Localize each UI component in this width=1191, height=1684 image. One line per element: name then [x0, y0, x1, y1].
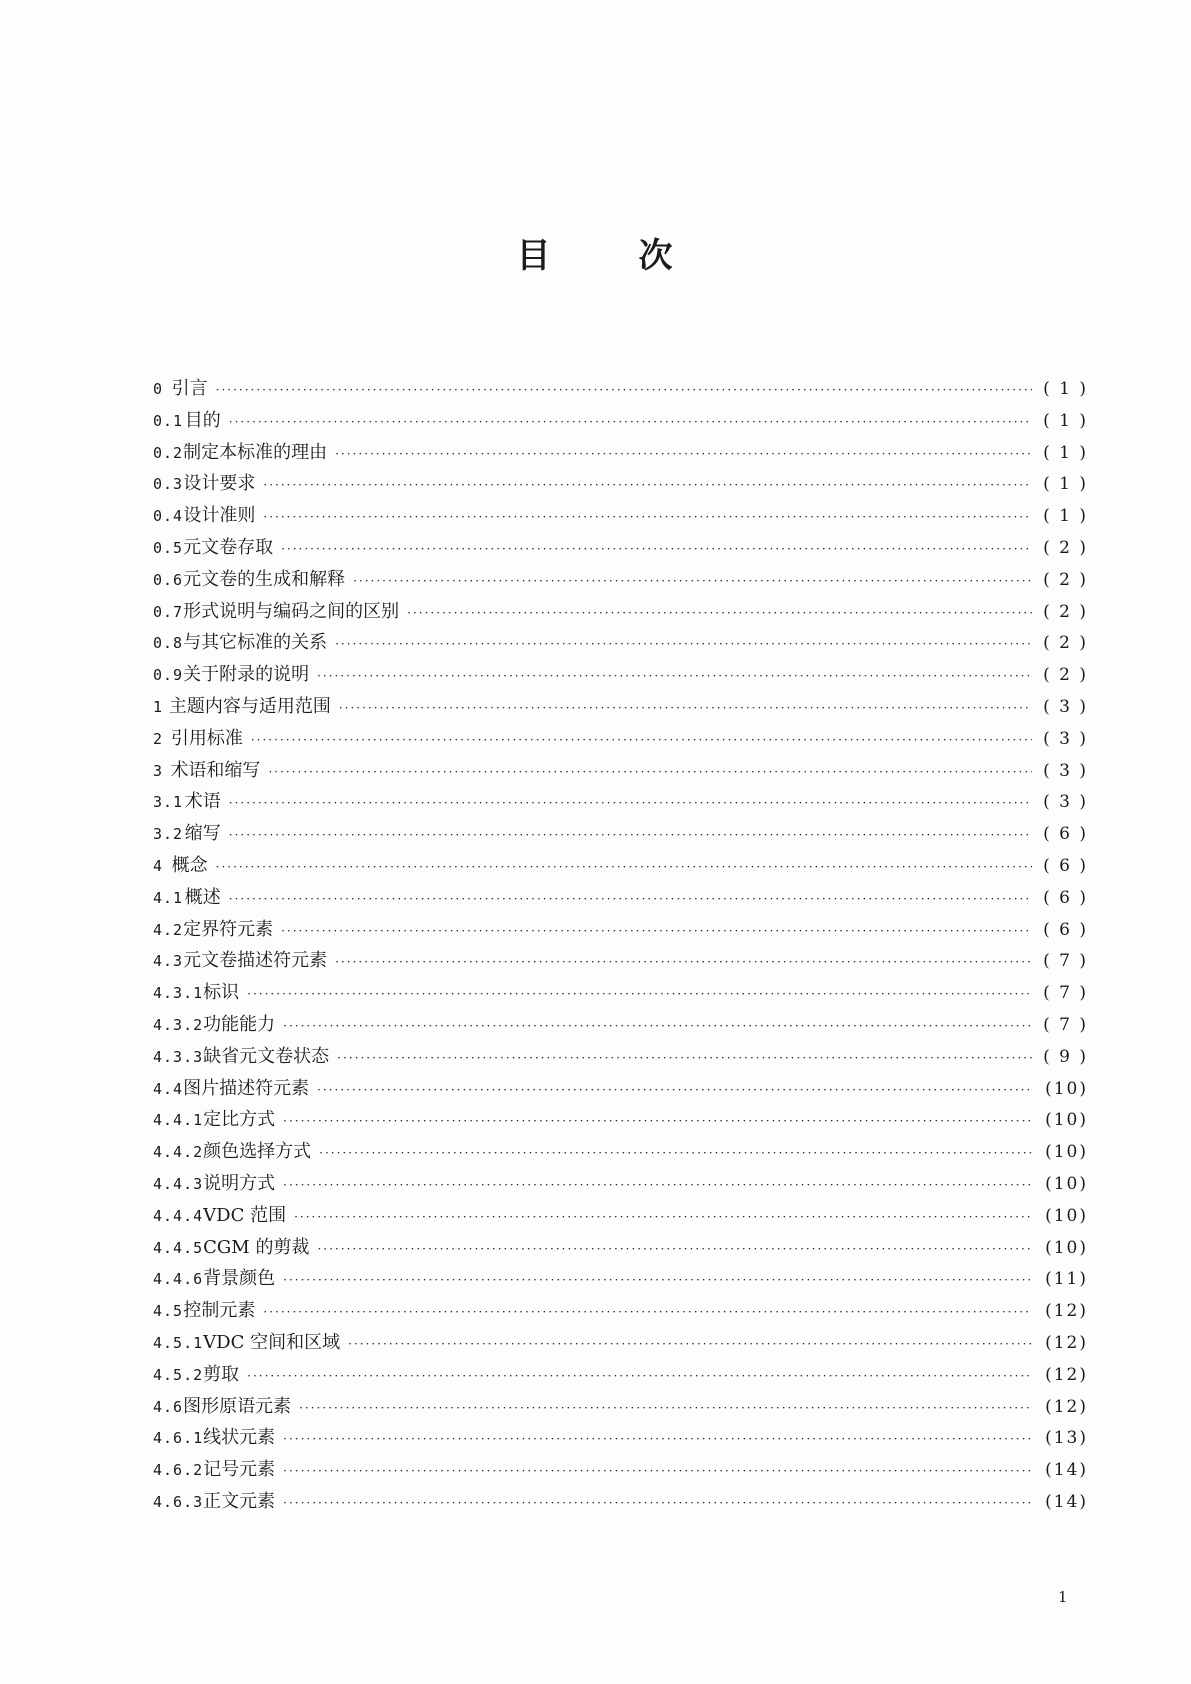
toc-entry-number: 0.9 — [153, 666, 184, 685]
toc-entry-number: 4.6 — [153, 1397, 184, 1416]
toc-entry[interactable] — [153, 1264, 1088, 1296]
toc-entry-title: 设计要求 — [183, 473, 256, 495]
toc-entry-title: 主题内容与适用范围 — [168, 695, 331, 717]
toc-entry[interactable] — [153, 819, 1088, 851]
toc-entry-number: 4.5 — [153, 1302, 184, 1321]
toc-entry-page: (12) — [1045, 1301, 1088, 1322]
toc-entry-page: ( 6 ) — [1043, 824, 1088, 845]
toc-entry[interactable] — [153, 946, 1088, 978]
toc-entry-title: 图片描述符元素 — [183, 1077, 310, 1099]
toc-entry-number: 4.3.1 — [153, 984, 204, 1003]
toc-entry-page: ( 3 ) — [1043, 792, 1088, 813]
toc-entry-title: 定界符元素 — [183, 918, 274, 940]
toc-entry-title: 标识 — [203, 982, 240, 1004]
toc-entry-title: 元文卷存取 — [183, 536, 274, 558]
toc-entry[interactable] — [153, 1074, 1088, 1106]
toc-entry-page: ( 6 ) — [1043, 855, 1088, 876]
toc-entry-title: 正文元素 — [203, 1490, 276, 1512]
toc-entry-title: 概念 — [171, 854, 208, 876]
toc-entry-title: 制定本标准的理由 — [183, 441, 328, 463]
toc-dot-leader — [229, 415, 1032, 429]
toc-entry[interactable] — [153, 406, 1088, 438]
toc-entry-number: 0.5 — [153, 538, 184, 557]
toc-dot-leader — [281, 542, 1032, 556]
toc-dot-leader — [263, 510, 1032, 524]
toc-entry[interactable] — [153, 787, 1088, 819]
toc-entry-title: 功能能力 — [203, 1013, 276, 1035]
toc-entry-number: 0.1 — [153, 411, 184, 430]
toc-entry-page: (14) — [1045, 1491, 1088, 1512]
toc-entry-number: 4.3.3 — [153, 1047, 204, 1066]
toc-entry[interactable] — [153, 1233, 1088, 1265]
toc-entry-page: (10) — [1045, 1142, 1088, 1163]
toc-entry-page: (13) — [1045, 1428, 1088, 1449]
toc-entry-page: (10) — [1045, 1078, 1088, 1099]
toc-entry-number: 4.6.2 — [153, 1461, 204, 1480]
toc-entry-title: 说明方式 — [203, 1172, 276, 1194]
toc-entry-number: 4.4.6 — [153, 1270, 204, 1289]
toc-entry-page: (10) — [1045, 1205, 1088, 1226]
toc-entry-page: (12) — [1045, 1364, 1088, 1385]
toc-entry-title: VDC 空间和区域 — [203, 1331, 341, 1353]
toc-entry-number: 4.2 — [153, 920, 184, 939]
toc-entry[interactable] — [153, 628, 1088, 660]
toc-entry-title: CGM 的剪裁 — [203, 1236, 310, 1258]
toc-entry-page: (12) — [1045, 1332, 1088, 1353]
table-of-contents — [153, 374, 1088, 1519]
toc-entry[interactable] — [153, 1487, 1088, 1519]
toc-dot-leader — [283, 1496, 1032, 1510]
toc-entry[interactable] — [153, 597, 1088, 629]
toc-entry-number: 4.3 — [153, 952, 184, 971]
toc-entry-number: 4.5.1 — [153, 1333, 204, 1352]
toc-entry[interactable] — [153, 374, 1088, 406]
toc-entry[interactable] — [153, 1455, 1088, 1487]
toc-entry-title: 背景颜色 — [203, 1268, 276, 1290]
toc-entry-number: 2 — [153, 729, 164, 748]
toc-entry-number: 0.3 — [153, 475, 184, 494]
toc-entry[interactable] — [153, 1010, 1088, 1042]
toc-entry[interactable] — [153, 1392, 1088, 1424]
toc-dot-leader — [407, 606, 1032, 620]
toc-dot-leader — [229, 828, 1032, 842]
toc-entry-title: 记号元素 — [203, 1459, 276, 1481]
toc-entry[interactable] — [153, 1105, 1088, 1137]
toc-entry-number: 3.1 — [153, 793, 184, 812]
toc-entry-title: 关于附录的说明 — [183, 664, 310, 686]
toc-entry-page: ( 6 ) — [1043, 887, 1088, 908]
toc-entry-title: 线状元素 — [203, 1427, 276, 1449]
toc-entry-page: ( 1 ) — [1043, 506, 1088, 527]
toc-dot-leader — [317, 1083, 1032, 1097]
toc-entry-page: ( 3 ) — [1043, 696, 1088, 717]
toc-dot-leader — [283, 1114, 1032, 1128]
toc-entry-number: 4.4.5 — [153, 1238, 204, 1257]
toc-entry-page: ( 3 ) — [1043, 728, 1088, 749]
toc-entry-title: 颜色选择方式 — [203, 1141, 312, 1163]
toc-dot-leader — [283, 1432, 1032, 1446]
toc-entry[interactable] — [153, 692, 1088, 724]
toc-dot-leader — [283, 1178, 1032, 1192]
toc-dot-leader — [317, 669, 1032, 683]
toc-entry-number: 1 — [153, 697, 164, 716]
toc-entry-page: ( 1 ) — [1043, 442, 1088, 463]
toc-dot-leader — [283, 1019, 1032, 1033]
toc-entry-page: ( 9 ) — [1043, 1046, 1088, 1067]
toc-entry-page: ( 7 ) — [1043, 983, 1088, 1004]
toc-entry[interactable] — [153, 1360, 1088, 1392]
toc-entry-page: ( 2 ) — [1043, 537, 1088, 558]
toc-entry-page: (10) — [1045, 1237, 1088, 1258]
toc-entry-title: 设计准则 — [183, 505, 256, 527]
toc-entry[interactable] — [153, 756, 1088, 788]
toc-entry-page: (14) — [1045, 1460, 1088, 1481]
toc-entry[interactable] — [153, 724, 1088, 756]
toc-dot-leader — [268, 765, 1032, 779]
toc-entry[interactable] — [153, 469, 1088, 501]
toc-entry-page: ( 2 ) — [1043, 601, 1088, 622]
toc-entry-page: (11) — [1045, 1269, 1088, 1290]
toc-entry-number: 4.4.2 — [153, 1143, 204, 1162]
toc-dot-leader — [263, 478, 1032, 492]
toc-entry[interactable] — [153, 1423, 1088, 1455]
toc-dot-leader — [229, 796, 1032, 810]
toc-entry-title: 术语和缩写 — [170, 759, 261, 781]
toc-entry-title: 元文卷描述符元素 — [183, 950, 328, 972]
toc-entry-title: 概述 — [184, 886, 221, 908]
toc-entry-page: ( 1 ) — [1043, 474, 1088, 495]
toc-entry-page: ( 1 ) — [1043, 410, 1088, 431]
toc-entry[interactable] — [153, 1169, 1088, 1201]
toc-entry-number: 4.6.3 — [153, 1492, 204, 1511]
toc-entry[interactable] — [153, 851, 1088, 883]
toc-entry-number: 0.2 — [153, 443, 184, 462]
toc-entry-number: 0.4 — [153, 507, 184, 526]
toc-dot-leader — [294, 1210, 1032, 1224]
toc-entry-number: 0.7 — [153, 602, 184, 621]
toc-dot-leader — [337, 1051, 1032, 1065]
toc-dot-leader — [247, 987, 1032, 1001]
toc-entry-title: 与其它标准的关系 — [183, 632, 328, 654]
toc-dot-leader — [317, 1242, 1032, 1256]
toc-dot-leader — [335, 637, 1032, 651]
toc-entry-title: 缺省元文卷状态 — [203, 1045, 330, 1067]
toc-entry[interactable] — [153, 1201, 1088, 1233]
toc-dot-leader — [283, 1273, 1032, 1287]
toc-entry-number: 4.1 — [153, 888, 184, 907]
toc-entry[interactable] — [153, 1296, 1088, 1328]
toc-entry-number: 4.6.1 — [153, 1429, 204, 1448]
toc-entry[interactable] — [153, 533, 1088, 565]
toc-dot-leader — [281, 924, 1032, 938]
toc-dot-leader — [348, 1337, 1032, 1351]
toc-entry-page: ( 1 ) — [1043, 379, 1088, 399]
toc-entry-number: 4 — [153, 856, 164, 875]
toc-entry-page: (12) — [1045, 1396, 1088, 1417]
toc-entry-title: VDC 范围 — [203, 1204, 287, 1226]
toc-dot-leader — [283, 1464, 1032, 1478]
toc-entry[interactable] — [153, 438, 1088, 470]
toc-dot-leader — [339, 701, 1032, 715]
toc-dot-leader — [263, 1305, 1032, 1319]
toc-dot-leader — [299, 1401, 1032, 1415]
toc-entry-number: 0 — [153, 380, 164, 398]
toc-entry-page: (10) — [1045, 1110, 1088, 1131]
toc-entry-page: ( 6 ) — [1043, 919, 1088, 940]
toc-entry-title: 引用标准 — [170, 727, 243, 749]
toc-entry-page: ( 3 ) — [1043, 760, 1088, 781]
toc-entry[interactable] — [153, 565, 1088, 597]
toc-entry-number: 3.2 — [153, 825, 184, 844]
toc-dot-leader — [216, 383, 1032, 397]
toc-dot-leader — [335, 955, 1032, 969]
toc-dot-leader — [229, 892, 1032, 906]
toc-entry-title: 目的 — [184, 409, 221, 431]
toc-entry-number: 0.8 — [153, 634, 184, 653]
toc-entry[interactable] — [153, 915, 1088, 947]
toc-entry-number: 4.3.2 — [153, 1015, 204, 1034]
toc-dot-leader — [353, 574, 1032, 588]
toc-entry-page: ( 7 ) — [1043, 1014, 1088, 1035]
toc-entry-number: 3 — [153, 761, 164, 780]
title-char-left: 目 — [516, 236, 553, 276]
toc-dot-leader — [247, 1369, 1032, 1383]
toc-entry-page: ( 2 ) — [1043, 569, 1088, 590]
toc-entry[interactable] — [153, 1042, 1088, 1074]
toc-entry[interactable] — [153, 1137, 1088, 1169]
toc-entry-title: 图形原语元素 — [183, 1395, 292, 1417]
toc-entry-number: 0.6 — [153, 570, 184, 589]
toc-entry-number: 4.4 — [153, 1079, 184, 1098]
toc-dot-leader — [251, 733, 1032, 747]
toc-entry[interactable] — [153, 660, 1088, 692]
page-title — [0, 228, 1191, 277]
toc-entry-number: 4.4.3 — [153, 1174, 204, 1193]
toc-dot-leader — [319, 1146, 1032, 1160]
toc-entry-number: 4.4.1 — [153, 1111, 204, 1130]
toc-entry-number: 4.5.2 — [153, 1365, 204, 1384]
toc-entry-title: 引言 — [171, 378, 208, 399]
toc-entry-number: 4.4.4 — [153, 1206, 204, 1225]
toc-entry-title: 剪取 — [203, 1363, 240, 1385]
toc-entry-page: ( 2 ) — [1043, 665, 1088, 686]
toc-entry-title: 控制元素 — [183, 1300, 256, 1322]
toc-entry-title: 定比方式 — [203, 1109, 276, 1131]
toc-entry-page: (10) — [1045, 1173, 1088, 1194]
toc-dot-leader — [216, 860, 1032, 874]
toc-entry[interactable] — [153, 883, 1088, 915]
toc-entry-title: 缩写 — [184, 823, 221, 845]
toc-entry-title: 形式说明与编码之间的区别 — [183, 600, 400, 622]
toc-entry-title: 元文卷的生成和解释 — [183, 568, 346, 590]
toc-entry[interactable] — [153, 1328, 1088, 1360]
page-number: 1 — [1058, 1588, 1068, 1606]
toc-dot-leader — [335, 447, 1032, 461]
toc-entry-page: ( 7 ) — [1043, 951, 1088, 972]
title-char-right: 次 — [638, 236, 675, 276]
toc-entry[interactable] — [153, 978, 1088, 1010]
toc-entry-page: ( 2 ) — [1043, 633, 1088, 654]
toc-entry-title: 术语 — [184, 791, 221, 813]
toc-entry[interactable] — [153, 501, 1088, 533]
